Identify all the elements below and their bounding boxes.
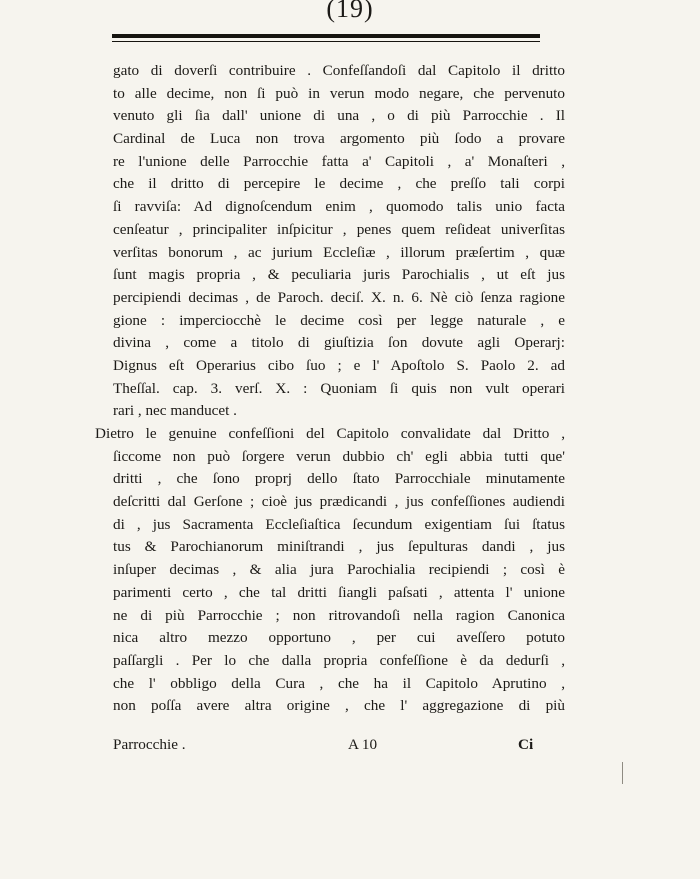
body-text	[95, 60, 565, 718]
text-line: divina , come a titolo di giuſtizia ſon dovute agli Operarj:	[113, 334, 565, 352]
text-line: venuto gli ſia dall' unione di una , o di più Parrocchie . Il	[113, 107, 565, 125]
text-line: ſunt magis propria , & peculiaria juris Parochialis , ut eſt jus	[113, 266, 565, 284]
text-line: gato di doverſi contribuire . Confeſſandoſi dal Capitolo il dritto	[113, 62, 565, 79]
text-line: di , jus Sacramenta Eccleſiaſtica ſecundum exigentiam ſui ſtatus	[113, 515, 565, 533]
text-line: che l' obbligo della Cura , che ha il Capitolo Aprutino ,	[113, 674, 565, 692]
text-line: cenſeatur , principaliter inſpicitur , penes quem reſideat univerſitas	[113, 220, 565, 238]
text-line: nica altro mezzo opportuno , per cui aveſſero potuto	[113, 629, 565, 647]
text-line: re l'unione delle Parrocchie fatta a' Capitoli , a' Monaſteri ,	[113, 152, 565, 170]
text-line: ſi ravviſa: Ad dignoſcendum enim , quomodo talis unio facta	[113, 198, 565, 216]
text-line: parimenti certo , che tal dritti ſiangli paſsati , attenta l' unione	[113, 583, 565, 601]
text-line: dritti , che ſono proprj dello ſtato Parrocchiale minutamente	[113, 470, 565, 488]
text-line: percipiendi decimas , de Paroch. deciſ. X. n. 6. Nè ciò ſenza ragione	[113, 288, 565, 306]
text-line: ne di più Parrocchie ; non ritrovandoſi nella ragion Canonica	[113, 606, 565, 624]
text-line: tus & Parochianorum miniſtrandi , jus ſepulturas dandi , jus	[113, 538, 565, 556]
text-line: Dignus eſt Operarius cibo ſuo ; e l' Apoſtolo S. Paolo 2. ad	[113, 356, 565, 374]
text-line: Cardinal de Luca non trova argomento più ſodo a provare	[113, 130, 565, 148]
text-line: gione : imperciocchè le decime così per legge naturale , e	[113, 311, 565, 329]
text-line: ſiccome non può ſorgere verun dubbio ch' egli abbia tutti que'	[113, 447, 565, 465]
text-line: Theſſal. cap. 3. verſ. X. : Quoniam ſi quis non vult operari	[113, 379, 565, 397]
header-rule-thin	[112, 41, 540, 42]
text-line: Dietro le genuine confeſſioni del Capitolo convalidate dal Dritto ,	[95, 425, 565, 442]
final-word: Parrocchie .	[113, 736, 186, 753]
margin-mark	[622, 762, 623, 784]
text-line: che il dritto di percepire le decime , che preſſo tali corpi	[113, 175, 565, 193]
text-line: deſcritti dal Gerſone ; cioè jus prædicandi , jus confeſſiones audiendi	[113, 493, 565, 511]
text-line: verſitas bonorum , ac jurium Eccleſiæ , illorum præſertim , quæ	[113, 243, 565, 261]
text-line: to alle decime, non ſi può in verun modo negare, che pervenuto	[113, 84, 565, 102]
text-line: inſuper decimas , & alia jura Parochialia recipiendi ; così è	[113, 561, 565, 579]
signature-mark: A 10	[348, 736, 378, 753]
text-line: non poſſa avere altra origine , che l' aggregazione di più	[113, 697, 565, 715]
text-line: rari , nec manducet .	[113, 402, 237, 420]
header-rule-thick	[112, 34, 540, 38]
text-line: paſſargli . Per lo che dalla propria confeſſione è da dedurſi ,	[113, 651, 565, 669]
catchword: Ci	[518, 736, 534, 753]
page-number: (19)	[326, 0, 374, 23]
